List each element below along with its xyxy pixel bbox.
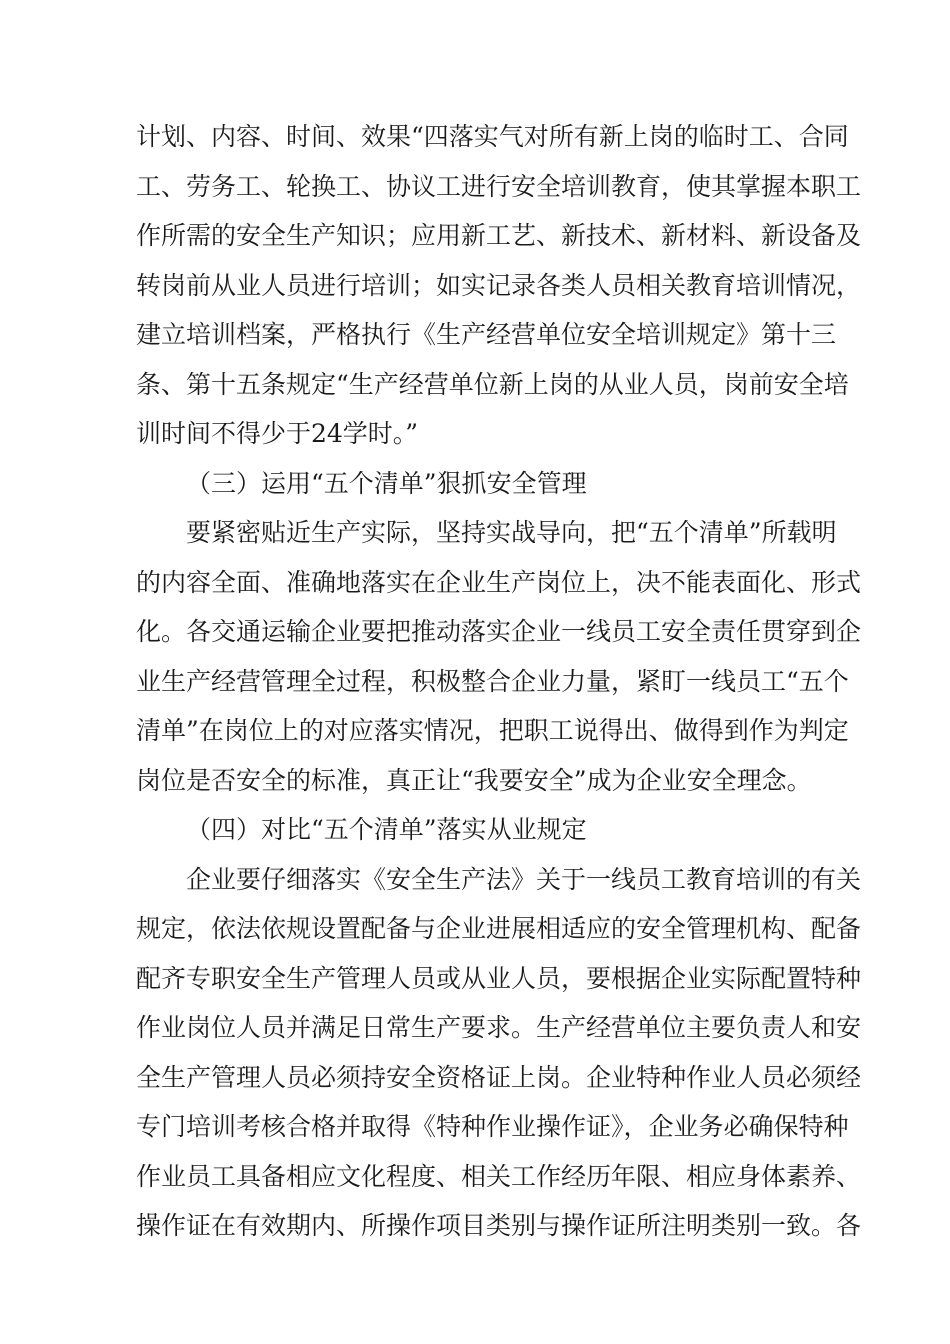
section-heading-four: （四）对比“五个清单”落实从业规定 (186, 815, 587, 844)
section-heading-three: （三）运用“五个清单”狠抓安全管理 (186, 468, 587, 498)
paragraph-line: 条、第十五条规定“生产经营单位新上岗的从业人员，岗前安全培 (136, 369, 849, 399)
paragraph-line: 清单”在岗位上的对应落实情况，把职工说得出、做得到作为判定 (136, 716, 849, 745)
paragraph-line: 企业要仔细落实《安全生产法》关于一线员工教育培训的有关 (186, 864, 862, 894)
paragraph-line: 的内容全面、准确地落实在企业生产岗位上，决不能表面化、形式 (136, 567, 862, 597)
paragraph-line: 作业岗位人员并满足日常生产要求。生产经营单位主要负责人和安 (136, 1013, 862, 1042)
paragraph-line: 作业员工具备相应文化程度、相关工作经历年限、相应身体素养、 (136, 1161, 862, 1191)
paragraph-line: 转岗前从业人员进行培训；如实记录各类人员相关教育培训情况， (136, 270, 862, 300)
paragraph-line: 专门培训考核合格并取得《特种作业操作证》，企业务必确保特种 (136, 1112, 849, 1141)
paragraph-line: 岗位是否安全的标准，真正让“我要安全”成为企业安全理念。 (136, 765, 812, 795)
paragraph-line: 训时间不得少于24学时。” (136, 419, 419, 448)
paragraph-line: 工、劳务工、轮换工、协议工进行安全培训教育，使其掌握本职工 (136, 171, 862, 201)
paragraph-line: 操作证在有效期内、所操作项目类别与操作证所注明类别一致。各 (136, 1211, 862, 1240)
paragraph-line: 业生产经营管理全过程，积极整合企业力量，紧盯一线员工“五个 (136, 666, 849, 696)
document-body (136, 112, 862, 1251)
paragraph-line: 规定，依法依规设置配备与企业进展相适应的安全管理机构、配备 (136, 914, 862, 943)
paragraph-line: 化。各交通运输企业要把推动落实企业一线员工安全责任贯穿到企 (136, 617, 862, 646)
paragraph-line: 全生产管理人员必须持安全资格证上岗。企业特种作业人员必须经 (136, 1062, 862, 1092)
paragraph-line: 要紧密贴近生产实际，坚持实战导向，把“五个清单”所载明 (186, 518, 837, 547)
paragraph-line: 作所需的安全生产知识；应用新工艺、新技术、新材料、新设备及 (136, 221, 862, 250)
paragraph-line: 配齐专职安全生产管理人员或从业人员，要根据企业实际配置特种 (136, 963, 862, 993)
paragraph-line: 建立培训档案，严格执行《生产经营单位安全培训规定》第十三 (136, 320, 837, 349)
paragraph-line: 计划、内容、时间、效果“四落实气对所有新上岗的临时工、合同 (136, 122, 849, 151)
